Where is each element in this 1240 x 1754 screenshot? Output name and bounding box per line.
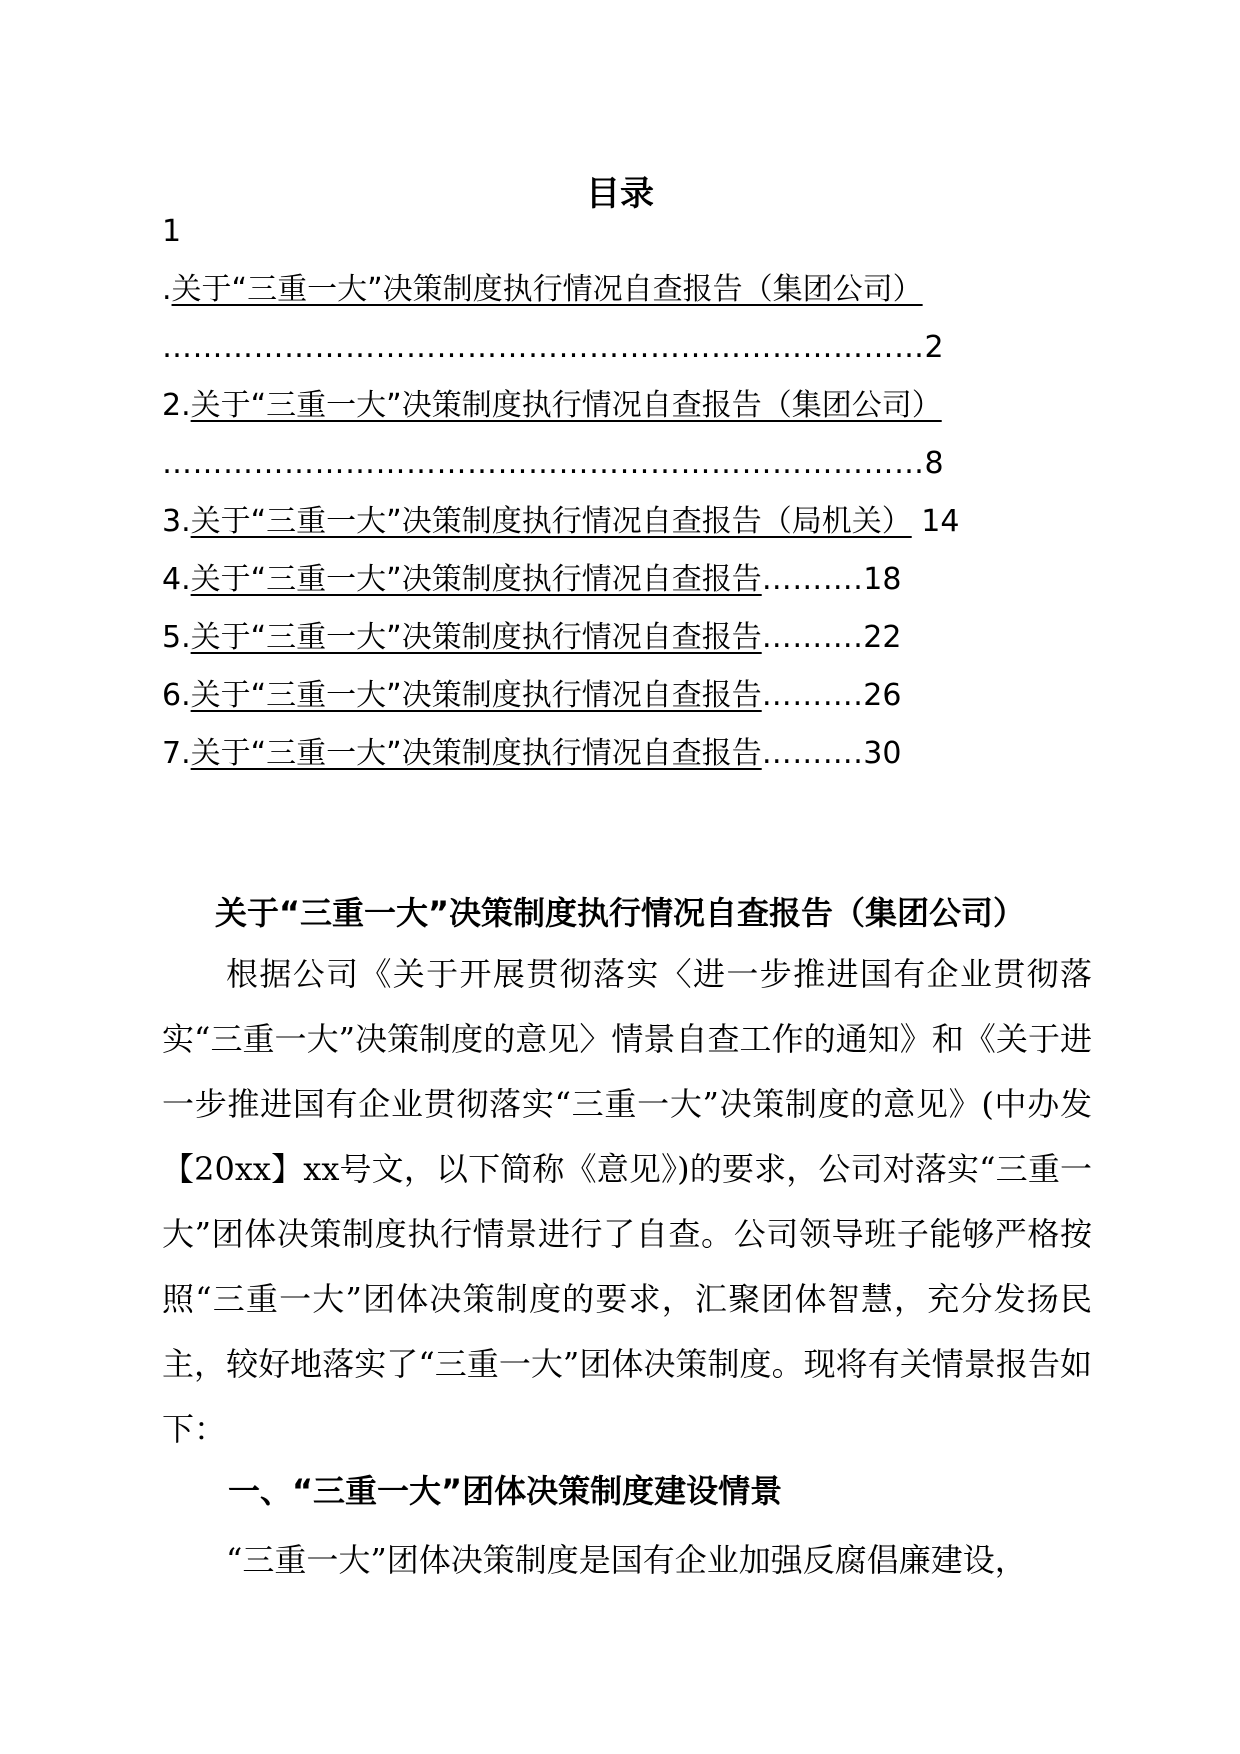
report-title: 关于“三重一大”决策制度执行情况自查报告（集团公司） bbox=[214, 894, 1026, 932]
toc-item-4-page: 18 bbox=[863, 562, 902, 597]
report-intro-paragraph: 根据公司《关于开展贯彻落实〈进一步推进国有企业贯彻落实“三重一大”决策制度的意见〉情景自查工作的通知》和《关于进一步推进国有企业贯彻落实“三重一大”决策制度的意见》(中办发【20xx】xx号文，以下简称《意见》)的要求，公司对落实“三重一大”团体决策制度执行情景进行了自查。公司领导班子能够严格按照“三重一大”团体决策制度的要求，汇聚团体智慧，充分发扬民主，较好地落实了“三重一大”团体决策制度。现将有关情景报告如下： bbox=[162, 955, 1092, 1448]
toc-item-2-dots: ………………………………………………………………… bbox=[162, 446, 925, 481]
toc-item-1-number: 1 bbox=[162, 214, 182, 249]
toc-item-5-dots: ………. bbox=[761, 620, 864, 655]
toc-item-4-prefix: 4. bbox=[162, 562, 191, 597]
toc-item-7-dots: ………. bbox=[761, 736, 864, 771]
toc-item-6-page: 26 bbox=[863, 678, 902, 713]
toc-item-7-prefix: 7. bbox=[162, 736, 191, 771]
toc-item-4-dots: ………. bbox=[761, 562, 864, 597]
toc-item-5-prefix: 5. bbox=[162, 620, 191, 655]
toc-item-2-link[interactable]: 关于“三重一大”决策制度执行情况自查报告（集团公司） bbox=[190, 388, 942, 423]
toc-item-4[interactable] bbox=[162, 558, 901, 602]
toc-item-6-dots: ………. bbox=[761, 678, 864, 713]
toc-item-3[interactable] bbox=[162, 500, 959, 544]
section-1-paragraph: “三重一大”团体决策制度是国有企业加强反腐倡廉建设， bbox=[226, 1541, 1027, 1579]
toc-item-3-prefix: 3. bbox=[162, 504, 191, 539]
toc-item-3-link[interactable]: 关于“三重一大”决策制度执行情况自查报告（局机关） bbox=[190, 504, 912, 539]
toc-item-7-page: 30 bbox=[863, 736, 902, 771]
toc-item-6-prefix: 6. bbox=[162, 678, 191, 713]
toc-item-1[interactable] bbox=[162, 268, 923, 312]
toc-item-7-link[interactable]: 关于“三重一大”决策制度执行情况自查报告 bbox=[190, 736, 762, 771]
toc-item-5-page: 22 bbox=[863, 620, 902, 655]
toc-item-6[interactable] bbox=[162, 674, 901, 718]
toc-item-1-prefix: . bbox=[162, 272, 172, 307]
toc-item-2-prefix: 2. bbox=[162, 388, 191, 423]
toc-item-2[interactable] bbox=[162, 384, 942, 428]
toc-item-3-page: 14 bbox=[921, 504, 960, 539]
toc-item-2-leader bbox=[162, 442, 944, 486]
section-heading-1: 一、“三重一大”团体决策制度建设情景 bbox=[228, 1472, 783, 1510]
toc-item-1-leader bbox=[162, 326, 944, 370]
toc-title: 目录 bbox=[586, 174, 654, 214]
toc-item-4-link[interactable]: 关于“三重一大”决策制度执行情况自查报告 bbox=[190, 562, 762, 597]
toc-item-5-link[interactable]: 关于“三重一大”决策制度执行情况自查报告 bbox=[190, 620, 762, 655]
toc-item-6-link[interactable]: 关于“三重一大”决策制度执行情况自查报告 bbox=[190, 678, 762, 713]
toc-item-1-link[interactable]: 关于“三重一大”决策制度执行情况自查报告（集团公司） bbox=[171, 272, 923, 307]
toc-item-1-dots: ………………………………………………………………… bbox=[162, 330, 925, 365]
toc-item-1-page: 2 bbox=[924, 330, 944, 365]
toc-item-2-page: 8 bbox=[924, 446, 944, 481]
toc-item-7[interactable] bbox=[162, 732, 901, 776]
toc-item-5[interactable] bbox=[162, 616, 901, 660]
